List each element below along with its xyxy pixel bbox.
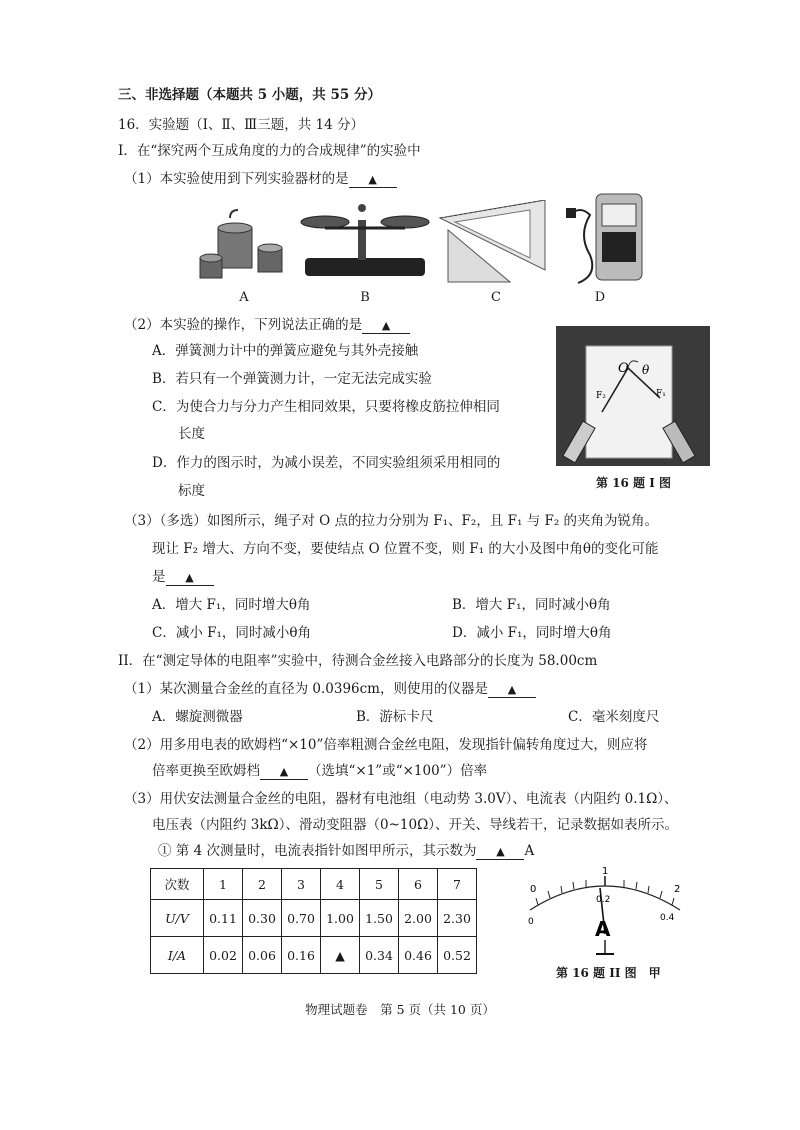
part2-sub2-text-a: 倍率更换至欧姆档 bbox=[152, 763, 260, 779]
sub2-option-a: A．弹簧测力计中的弹簧应避免与其外壳接触 bbox=[152, 343, 419, 359]
page-footer: 物理试题卷 第 5 页（共 10 页） bbox=[305, 1002, 495, 1017]
table-row bbox=[151, 937, 477, 974]
sub2-option-d: D．作力的图示时，为减小误差，不同实验组须采用相同的 bbox=[152, 455, 501, 471]
image-label-c: C bbox=[491, 290, 501, 305]
tick-bottom-2: 0.4 bbox=[660, 913, 675, 923]
label-f2: F₂ bbox=[596, 391, 606, 401]
table-cell: 6 bbox=[399, 869, 438, 900]
sub2-option-b: B．若只有一个弹簧测力计，一定无法完成实验 bbox=[152, 371, 432, 387]
table-cell: 0.16 bbox=[282, 937, 321, 974]
part2-option-b: B．游标卡尺 bbox=[356, 709, 434, 725]
sub3-option-b: B．增大 F₁，同时减小θ角 bbox=[452, 597, 611, 613]
measurement-table bbox=[150, 868, 477, 974]
table-cell: U/V bbox=[151, 900, 204, 937]
label-o: O bbox=[618, 361, 629, 376]
part1-sub3-line1: （3）（多选）如图所示，绳子对 O 点的拉力分别为 F₁、F₂，且 F₁ 与 F₂ 的夹角为锐角。 bbox=[124, 513, 659, 529]
table-cell: I/A bbox=[151, 937, 204, 974]
answer-blank: ▲ bbox=[488, 683, 536, 698]
answer-blank: ▲ bbox=[166, 571, 214, 586]
table-cell: 1.00 bbox=[321, 900, 360, 937]
image-label-d: D bbox=[594, 290, 606, 305]
force-experiment-figure bbox=[556, 326, 710, 466]
table-cell: 0.46 bbox=[399, 937, 438, 974]
table-cell: 3 bbox=[282, 869, 321, 900]
tick-top-0: 0 bbox=[530, 884, 537, 895]
sub2-option-d-cont: 标度 bbox=[178, 483, 205, 499]
sub3-option-c: C．减小 F₁，同时减小θ角 bbox=[152, 625, 312, 641]
part1-sub2 bbox=[124, 316, 410, 334]
part2-sub2-line2 bbox=[152, 762, 487, 780]
image-label-b: B bbox=[360, 290, 370, 305]
timer-device-icon bbox=[560, 190, 650, 290]
table-cell: 0.70 bbox=[282, 900, 321, 937]
table-cell: 4 bbox=[321, 869, 360, 900]
table-cell: 0.34 bbox=[360, 937, 399, 974]
table-cell: 0.11 bbox=[204, 900, 243, 937]
part2-option-a: A．螺旋测微器 bbox=[152, 709, 243, 725]
part2-intro: II．在“测定导体的电阻率”实验中，待测合金丝接入电路部分的长度为 58.00cm bbox=[118, 653, 598, 669]
answer-blank: ▲ bbox=[349, 173, 397, 188]
part2-sub3-line2: 电压表（内阻约 3kΩ）、滑动变阻器（0~10Ω）、开关、导线若干，记录数据如表所示。 bbox=[152, 817, 679, 833]
label-f1: F₁ bbox=[656, 389, 666, 399]
table-cell: 1 bbox=[204, 869, 243, 900]
triangle-ruler-icon bbox=[440, 200, 545, 282]
table-cell: 2.00 bbox=[399, 900, 438, 937]
answer-blank: ▲ bbox=[260, 765, 308, 780]
part2-sub1-text: （1）某次测量合金丝的直径为 0.0396cm，则使用的仪器是 bbox=[124, 681, 488, 697]
part1-sub2-text: （2）本实验的操作，下列说法正确的是 bbox=[124, 317, 363, 333]
sub2-option-c-cont: 长度 bbox=[178, 426, 205, 442]
tick-top-1: 1 bbox=[602, 866, 609, 877]
table-cell: 0.06 bbox=[243, 937, 282, 974]
table-cell: ▲ bbox=[321, 937, 360, 974]
image-label-a: A bbox=[239, 290, 249, 305]
balance-scale-icon bbox=[301, 204, 429, 276]
table-row bbox=[151, 900, 477, 937]
table-cell: 5 bbox=[360, 869, 399, 900]
part2-sub3-item1-unit: A bbox=[524, 843, 535, 859]
table-cell: 7 bbox=[438, 869, 477, 900]
ammeter-symbol: A bbox=[595, 917, 611, 941]
table-cell: 2.30 bbox=[438, 900, 477, 937]
table-cell: 0.02 bbox=[204, 937, 243, 974]
table-cell: 0.52 bbox=[438, 937, 477, 974]
figure-1-caption: 第 16 题 I 图 bbox=[596, 476, 672, 490]
equipment-images bbox=[190, 200, 560, 290]
part2-sub3-item1 bbox=[158, 842, 534, 860]
part1-sub1-text: （1）本实验使用到下列实验器材的是 bbox=[124, 171, 349, 187]
table-cell: 2 bbox=[243, 869, 282, 900]
sub2-option-c: C．为使合力与分力产生相同效果，只要将橡皮筋拉伸相同 bbox=[152, 399, 500, 415]
section-heading: 三、非选择题（本题共 5 小题，共 55 分） bbox=[118, 87, 381, 103]
part2-sub3-line1: （3）用伏安法测量合金丝的电阻，器材有电池组（电动势 3.0V）、电流表（内阻约 0.1Ω）、 bbox=[124, 791, 678, 807]
part2-sub2-line1: （2）用多用电表的欧姆档“×10”倍率粗测合金丝电阻，发现指针偏转角度过大，则应将 bbox=[124, 737, 648, 753]
tick-top-2: 2 bbox=[674, 884, 681, 895]
part1-sub3-text: 是 bbox=[152, 569, 166, 585]
part2-sub3-item1-text: ① 第 4 次测量时，电流表指针如图甲所示，其示数为 bbox=[158, 843, 477, 859]
table-header-row bbox=[151, 869, 477, 900]
table-cell: 1.50 bbox=[360, 900, 399, 937]
ammeter-dial bbox=[510, 862, 700, 972]
tick-bottom-0: 0 bbox=[528, 917, 534, 927]
table-cell: 次数 bbox=[151, 869, 204, 900]
weights-icon bbox=[200, 210, 282, 278]
answer-blank: ▲ bbox=[476, 845, 524, 860]
label-theta: θ bbox=[642, 363, 650, 377]
tick-bottom-1: 0.2 bbox=[596, 895, 611, 905]
part1-intro: I．在“探究两个互成角度的力的合成规律”的实验中 bbox=[118, 143, 421, 159]
table-cell: 0.30 bbox=[243, 900, 282, 937]
sub3-option-d: D．减小 F₁，同时增大θ角 bbox=[452, 625, 612, 641]
part2-sub1 bbox=[124, 680, 536, 698]
part2-option-c: C．毫米刻度尺 bbox=[568, 709, 660, 725]
part1-sub1 bbox=[124, 170, 397, 188]
sub3-option-a: A．增大 F₁，同时增大θ角 bbox=[152, 597, 311, 613]
part1-sub3-line3 bbox=[152, 568, 214, 586]
answer-blank: ▲ bbox=[362, 319, 410, 334]
part1-sub3-line2: 现让 F₂ 增大、方向不变，要使结点 O 位置不变，则 F₁ 的大小及图中角θ的变化可能 bbox=[152, 541, 659, 557]
figure-2-caption: 第 16 题 II 图 甲 bbox=[556, 966, 661, 980]
question-16-title: 16．实验题（Ⅰ、Ⅱ、Ⅲ三题，共 14 分） bbox=[118, 117, 364, 133]
part2-sub2-text-b: （选填“×1”或“×100”）倍率 bbox=[308, 763, 488, 779]
